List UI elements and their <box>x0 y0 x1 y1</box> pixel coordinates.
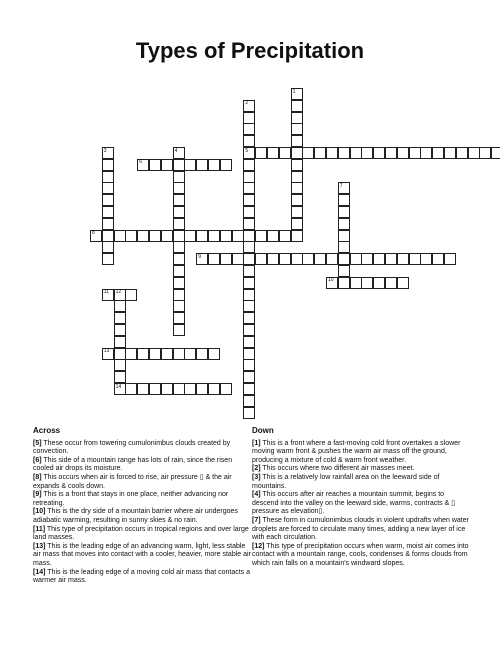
grid-cell[interactable] <box>232 253 244 265</box>
cell-number: 8 <box>92 230 95 237</box>
grid-cell[interactable] <box>279 147 291 159</box>
grid-cell[interactable] <box>291 112 303 124</box>
grid-cell[interactable] <box>114 289 126 301</box>
grid-cell[interactable] <box>90 230 102 242</box>
grid-cell[interactable] <box>184 348 196 360</box>
grid-cell[interactable] <box>137 348 149 360</box>
grid-cell[interactable] <box>243 194 255 206</box>
grid-cell[interactable] <box>255 253 267 265</box>
grid-cell[interactable] <box>255 147 267 159</box>
down-clue <box>252 491 470 517</box>
down-clue <box>252 465 470 474</box>
grid-cell[interactable] <box>161 348 173 360</box>
grid-cell[interactable] <box>184 159 196 171</box>
grid-cell[interactable] <box>350 253 362 265</box>
grid-cell[interactable] <box>243 312 255 324</box>
clue-text: This is a relatively low rainfall area on the leeward side of mountains. <box>252 473 440 490</box>
grid-cell[interactable] <box>102 206 114 218</box>
grid-cell[interactable] <box>102 218 114 230</box>
grid-cell[interactable] <box>326 147 338 159</box>
grid-cell[interactable] <box>291 159 303 171</box>
grid-cell[interactable] <box>479 147 491 159</box>
grid-cell[interactable] <box>173 241 185 253</box>
grid-cell[interactable] <box>173 324 185 336</box>
clue-number: [3] <box>252 473 261 481</box>
grid-cell[interactable] <box>468 147 480 159</box>
across-heading: Across <box>33 426 61 435</box>
grid-cell[interactable] <box>220 230 232 242</box>
clue-number: [14] <box>33 568 46 576</box>
grid-cell[interactable] <box>149 230 161 242</box>
grid-cell[interactable] <box>361 277 373 289</box>
clue-number: [11] <box>33 525 46 533</box>
grid-cell[interactable] <box>243 407 255 419</box>
grid-cell[interactable] <box>338 277 350 289</box>
grid-cell[interactable] <box>243 277 255 289</box>
grid-cell[interactable] <box>243 123 255 135</box>
grid-cell[interactable] <box>243 230 255 242</box>
grid-cell[interactable] <box>373 277 385 289</box>
clue-text: This is a front where a fast-moving cold front overtakes a slower moving warm front & pushes the warm air mass off the ground, producing a mixture of cold & warm front weather. <box>252 439 461 464</box>
grid-cell[interactable] <box>302 147 314 159</box>
grid-cell[interactable] <box>291 194 303 206</box>
clue-number: [9] <box>33 491 42 499</box>
cell-number: 3 <box>103 147 107 154</box>
grid-cell[interactable] <box>173 289 185 301</box>
grid-cell[interactable] <box>220 159 232 171</box>
across-clue <box>33 508 253 525</box>
clue-text: This occurs where two different air masses meet. <box>260 465 415 473</box>
grid-cell[interactable] <box>291 182 303 194</box>
grid-cell[interactable] <box>291 171 303 183</box>
grid-cell[interactable] <box>184 230 196 242</box>
clue-number: [12] <box>252 542 265 550</box>
grid-cell[interactable] <box>373 253 385 265</box>
grid-cell[interactable] <box>243 135 255 147</box>
grid-cell[interactable] <box>243 395 255 407</box>
grid-cell[interactable] <box>291 100 303 112</box>
grid-cell[interactable] <box>173 253 185 265</box>
grid-cell[interactable] <box>173 265 185 277</box>
grid-cell[interactable] <box>361 147 373 159</box>
grid-cell[interactable] <box>102 348 114 360</box>
grid-cell[interactable] <box>102 194 114 206</box>
grid-cell[interactable] <box>114 336 126 348</box>
grid-cell[interactable] <box>243 300 255 312</box>
grid-cell[interactable] <box>173 300 185 312</box>
grid-cell[interactable] <box>326 277 338 289</box>
grid-cell[interactable] <box>385 277 397 289</box>
grid-cell[interactable] <box>397 277 409 289</box>
grid-cell[interactable] <box>291 253 303 265</box>
clue-text: This is a front that stays in one place, neither advancing nor retreating. <box>33 491 229 507</box>
grid-cell[interactable] <box>243 241 255 253</box>
grid-cell[interactable] <box>243 336 255 348</box>
grid-cell[interactable] <box>350 147 362 159</box>
grid-cell[interactable] <box>243 147 255 159</box>
down-clue <box>252 517 470 543</box>
grid-cell[interactable] <box>338 218 350 230</box>
grid-cell[interactable] <box>243 265 255 277</box>
grid-cell[interactable] <box>291 206 303 218</box>
grid-cell[interactable] <box>208 383 220 395</box>
clue-number: [8] <box>33 473 42 481</box>
cell-number: 13 <box>103 348 110 355</box>
grid-cell[interactable] <box>338 230 350 242</box>
grid-cell[interactable] <box>291 123 303 135</box>
cell-number: 6 <box>139 159 142 166</box>
grid-cell[interactable] <box>243 383 255 395</box>
clue-text: This type of precipitation occurs when warm, moist air comes into contact with a mountain range, cools, condenses & forms clouds from which rain falls on a mountain's windward slopes. <box>252 542 469 567</box>
grid-cell[interactable] <box>291 230 303 242</box>
grid-cell[interactable] <box>137 159 149 171</box>
grid-cell[interactable] <box>243 348 255 360</box>
grid-cell[interactable] <box>114 371 126 383</box>
grid-cell[interactable] <box>267 253 279 265</box>
cell-number: 2 <box>245 100 249 107</box>
grid-cell[interactable] <box>361 253 373 265</box>
grid-cell[interactable] <box>149 383 161 395</box>
grid-cell[interactable] <box>385 147 397 159</box>
grid-cell[interactable] <box>173 348 185 360</box>
clue-text: This is the dry side of a mountain barrier where air undergoes adiabatic warming, resulting in sunny skies & no rain. <box>33 508 238 524</box>
clue-number: [6] <box>33 456 42 464</box>
grid-cell[interactable] <box>208 230 220 242</box>
grid-cell[interactable] <box>102 159 114 171</box>
cell-number: 14 <box>115 383 122 390</box>
grid-cell[interactable] <box>220 253 232 265</box>
grid-cell[interactable] <box>397 253 409 265</box>
grid-cell[interactable] <box>444 147 456 159</box>
grid-cell[interactable] <box>161 230 173 242</box>
grid-cell[interactable] <box>137 230 149 242</box>
across-clue <box>33 526 253 543</box>
grid-cell[interactable] <box>373 147 385 159</box>
grid-cell[interactable] <box>173 182 185 194</box>
grid-cell[interactable] <box>291 88 303 100</box>
clue-number: [1] <box>252 439 261 447</box>
grid-cell[interactable] <box>491 147 500 159</box>
grid-cell[interactable] <box>173 312 185 324</box>
down-clue <box>252 474 470 491</box>
down-clues <box>252 427 470 569</box>
cell-number: 9 <box>198 253 201 260</box>
grid-cell[interactable] <box>102 253 114 265</box>
grid-cell[interactable] <box>125 289 137 301</box>
grid-cell[interactable] <box>102 147 114 159</box>
grid-cell[interactable] <box>243 324 255 336</box>
across-clue <box>33 491 253 508</box>
grid-cell[interactable] <box>114 300 126 312</box>
grid-cell[interactable] <box>137 383 149 395</box>
grid-cell[interactable] <box>420 147 432 159</box>
across-clue <box>33 569 253 586</box>
grid-cell[interactable] <box>291 135 303 147</box>
down-clue-list <box>252 440 470 569</box>
grid-cell[interactable] <box>432 253 444 265</box>
cell-number: 10 <box>328 277 334 284</box>
grid-cell[interactable] <box>208 159 220 171</box>
grid-cell[interactable] <box>409 253 421 265</box>
grid-cell[interactable] <box>196 253 208 265</box>
clue-text: This occurs when air is forced to rise, air pressure ▯ & the air expands & cools down. <box>33 473 232 490</box>
grid-cell[interactable] <box>173 218 185 230</box>
grid-cell[interactable] <box>102 230 114 242</box>
clue-number: [5] <box>33 439 42 447</box>
grid-cell[interactable] <box>243 371 255 383</box>
grid-cell[interactable] <box>173 194 185 206</box>
across-clues <box>33 427 253 586</box>
clue-number: [2] <box>252 465 261 473</box>
clue-text: This is the leading edge of an advancing warm, light, less stable air mass that moves into contact with a cooler, heavier, more stable air mass. <box>33 542 251 567</box>
grid-cell[interactable] <box>243 206 255 218</box>
grid-cell[interactable] <box>338 147 350 159</box>
grid-cell[interactable] <box>114 312 126 324</box>
grid-cell[interactable] <box>161 383 173 395</box>
grid-cell[interactable] <box>114 324 126 336</box>
grid-cell[interactable] <box>267 147 279 159</box>
grid-cell[interactable] <box>444 253 456 265</box>
grid-cell[interactable] <box>184 383 196 395</box>
grid-cell[interactable] <box>326 253 338 265</box>
cell-number: 12 <box>115 289 122 296</box>
down-clue <box>252 543 470 569</box>
puzzle-title: Types of Precipitation <box>135 38 365 63</box>
grid-cell[interactable] <box>409 147 421 159</box>
across-clue <box>33 543 253 569</box>
grid-cell[interactable] <box>314 147 326 159</box>
grid-cell[interactable] <box>114 348 126 360</box>
grid-cell[interactable] <box>208 253 220 265</box>
grid-cell[interactable] <box>125 348 137 360</box>
clue-text: This side of a mountain range has lots of rain, since the risen cooled air drops its moisture. <box>33 456 233 473</box>
clue-number: [13] <box>33 542 46 550</box>
grid-cell[interactable] <box>196 348 208 360</box>
grid-cell[interactable] <box>196 383 208 395</box>
clue-number: [4] <box>252 491 261 499</box>
grid-cell[interactable] <box>338 241 350 253</box>
grid-cell[interactable] <box>243 253 255 265</box>
across-clue <box>33 457 253 474</box>
grid-cell[interactable] <box>232 230 244 242</box>
across-clue-list <box>33 440 253 586</box>
cell-number: 11 <box>103 289 109 296</box>
grid-cell[interactable] <box>243 112 255 124</box>
grid-cell[interactable] <box>102 171 114 183</box>
grid-cell[interactable] <box>149 348 161 360</box>
grid-cell[interactable] <box>338 206 350 218</box>
grid-cell[interactable] <box>302 253 314 265</box>
grid-cell[interactable] <box>338 265 350 277</box>
grid-cell[interactable] <box>279 253 291 265</box>
cell-number: 1 <box>292 88 296 95</box>
grid-cell[interactable] <box>125 383 137 395</box>
across-clue <box>33 474 253 491</box>
clue-number: [10] <box>33 508 46 516</box>
down-clue <box>252 440 470 466</box>
grid-cell[interactable] <box>173 230 185 242</box>
grid-cell[interactable] <box>114 383 126 395</box>
grid-cell[interactable] <box>267 230 279 242</box>
grid-cell[interactable] <box>420 253 432 265</box>
grid-cell[interactable] <box>173 171 185 183</box>
grid-cell[interactable] <box>350 277 362 289</box>
grid-cell[interactable] <box>243 218 255 230</box>
clue-text: These occur from towering cumulonimbus clouds created by convection. <box>33 439 231 456</box>
grid-cell[interactable] <box>291 147 303 159</box>
grid-cell[interactable] <box>173 147 185 159</box>
cell-number: 7 <box>339 182 343 189</box>
grid-cell[interactable] <box>243 159 255 171</box>
down-heading: Down <box>252 426 274 435</box>
grid-cell[interactable] <box>338 194 350 206</box>
grid-cell[interactable] <box>161 159 173 171</box>
grid-cell[interactable] <box>243 359 255 371</box>
grid-cell[interactable] <box>432 147 444 159</box>
grid-cell[interactable] <box>149 159 161 171</box>
grid-cell[interactable] <box>338 182 350 194</box>
grid-cell[interactable] <box>114 230 126 242</box>
grid-cell[interactable] <box>208 348 220 360</box>
grid-cell[interactable] <box>173 206 185 218</box>
clue-text: This type of precipitation occurs in tropical regions and over large land masses. <box>33 525 249 542</box>
grid-cell[interactable] <box>243 100 255 112</box>
grid-cell[interactable] <box>102 289 114 301</box>
grid-cell[interactable] <box>456 147 468 159</box>
grid-cell[interactable] <box>255 230 267 242</box>
cell-number: 4 <box>174 147 178 154</box>
clue-text: This occurs after air reaches a mountain summit, begins to descend into the valley on the leeward side, warms, contracts & ▯ pressure as elevation▯. <box>252 491 456 516</box>
clue-text: This is the leading edge of a moving cold air mass that contacts a warmer air mass. <box>33 568 250 585</box>
grid-cell[interactable] <box>279 230 291 242</box>
grid-cell[interactable] <box>243 289 255 301</box>
grid-cell[interactable] <box>125 230 137 242</box>
grid-cell[interactable] <box>173 159 185 171</box>
grid-cell[interactable] <box>114 359 126 371</box>
grid-cell[interactable] <box>385 253 397 265</box>
grid-cell[interactable] <box>338 253 350 265</box>
across-clue <box>33 440 253 457</box>
clue-text: These form in cumulonimbus clouds in violent updrafts when water droplets are forced to circulate many times, adding a new layer of ice with each circulation. <box>252 516 469 542</box>
grid-cell[interactable] <box>173 383 185 395</box>
grid-cell[interactable] <box>196 230 208 242</box>
grid-cell[interactable] <box>291 218 303 230</box>
cell-number: 5 <box>245 147 249 154</box>
grid-cell[interactable] <box>314 253 326 265</box>
grid-cell[interactable] <box>196 159 208 171</box>
grid-cell[interactable] <box>102 241 114 253</box>
grid-cell[interactable] <box>220 383 232 395</box>
clue-number: [7] <box>252 516 261 524</box>
grid-cell[interactable] <box>173 277 185 289</box>
grid-cell[interactable] <box>243 182 255 194</box>
grid-cell[interactable] <box>102 182 114 194</box>
grid-cell[interactable] <box>243 171 255 183</box>
grid-cell[interactable] <box>397 147 409 159</box>
